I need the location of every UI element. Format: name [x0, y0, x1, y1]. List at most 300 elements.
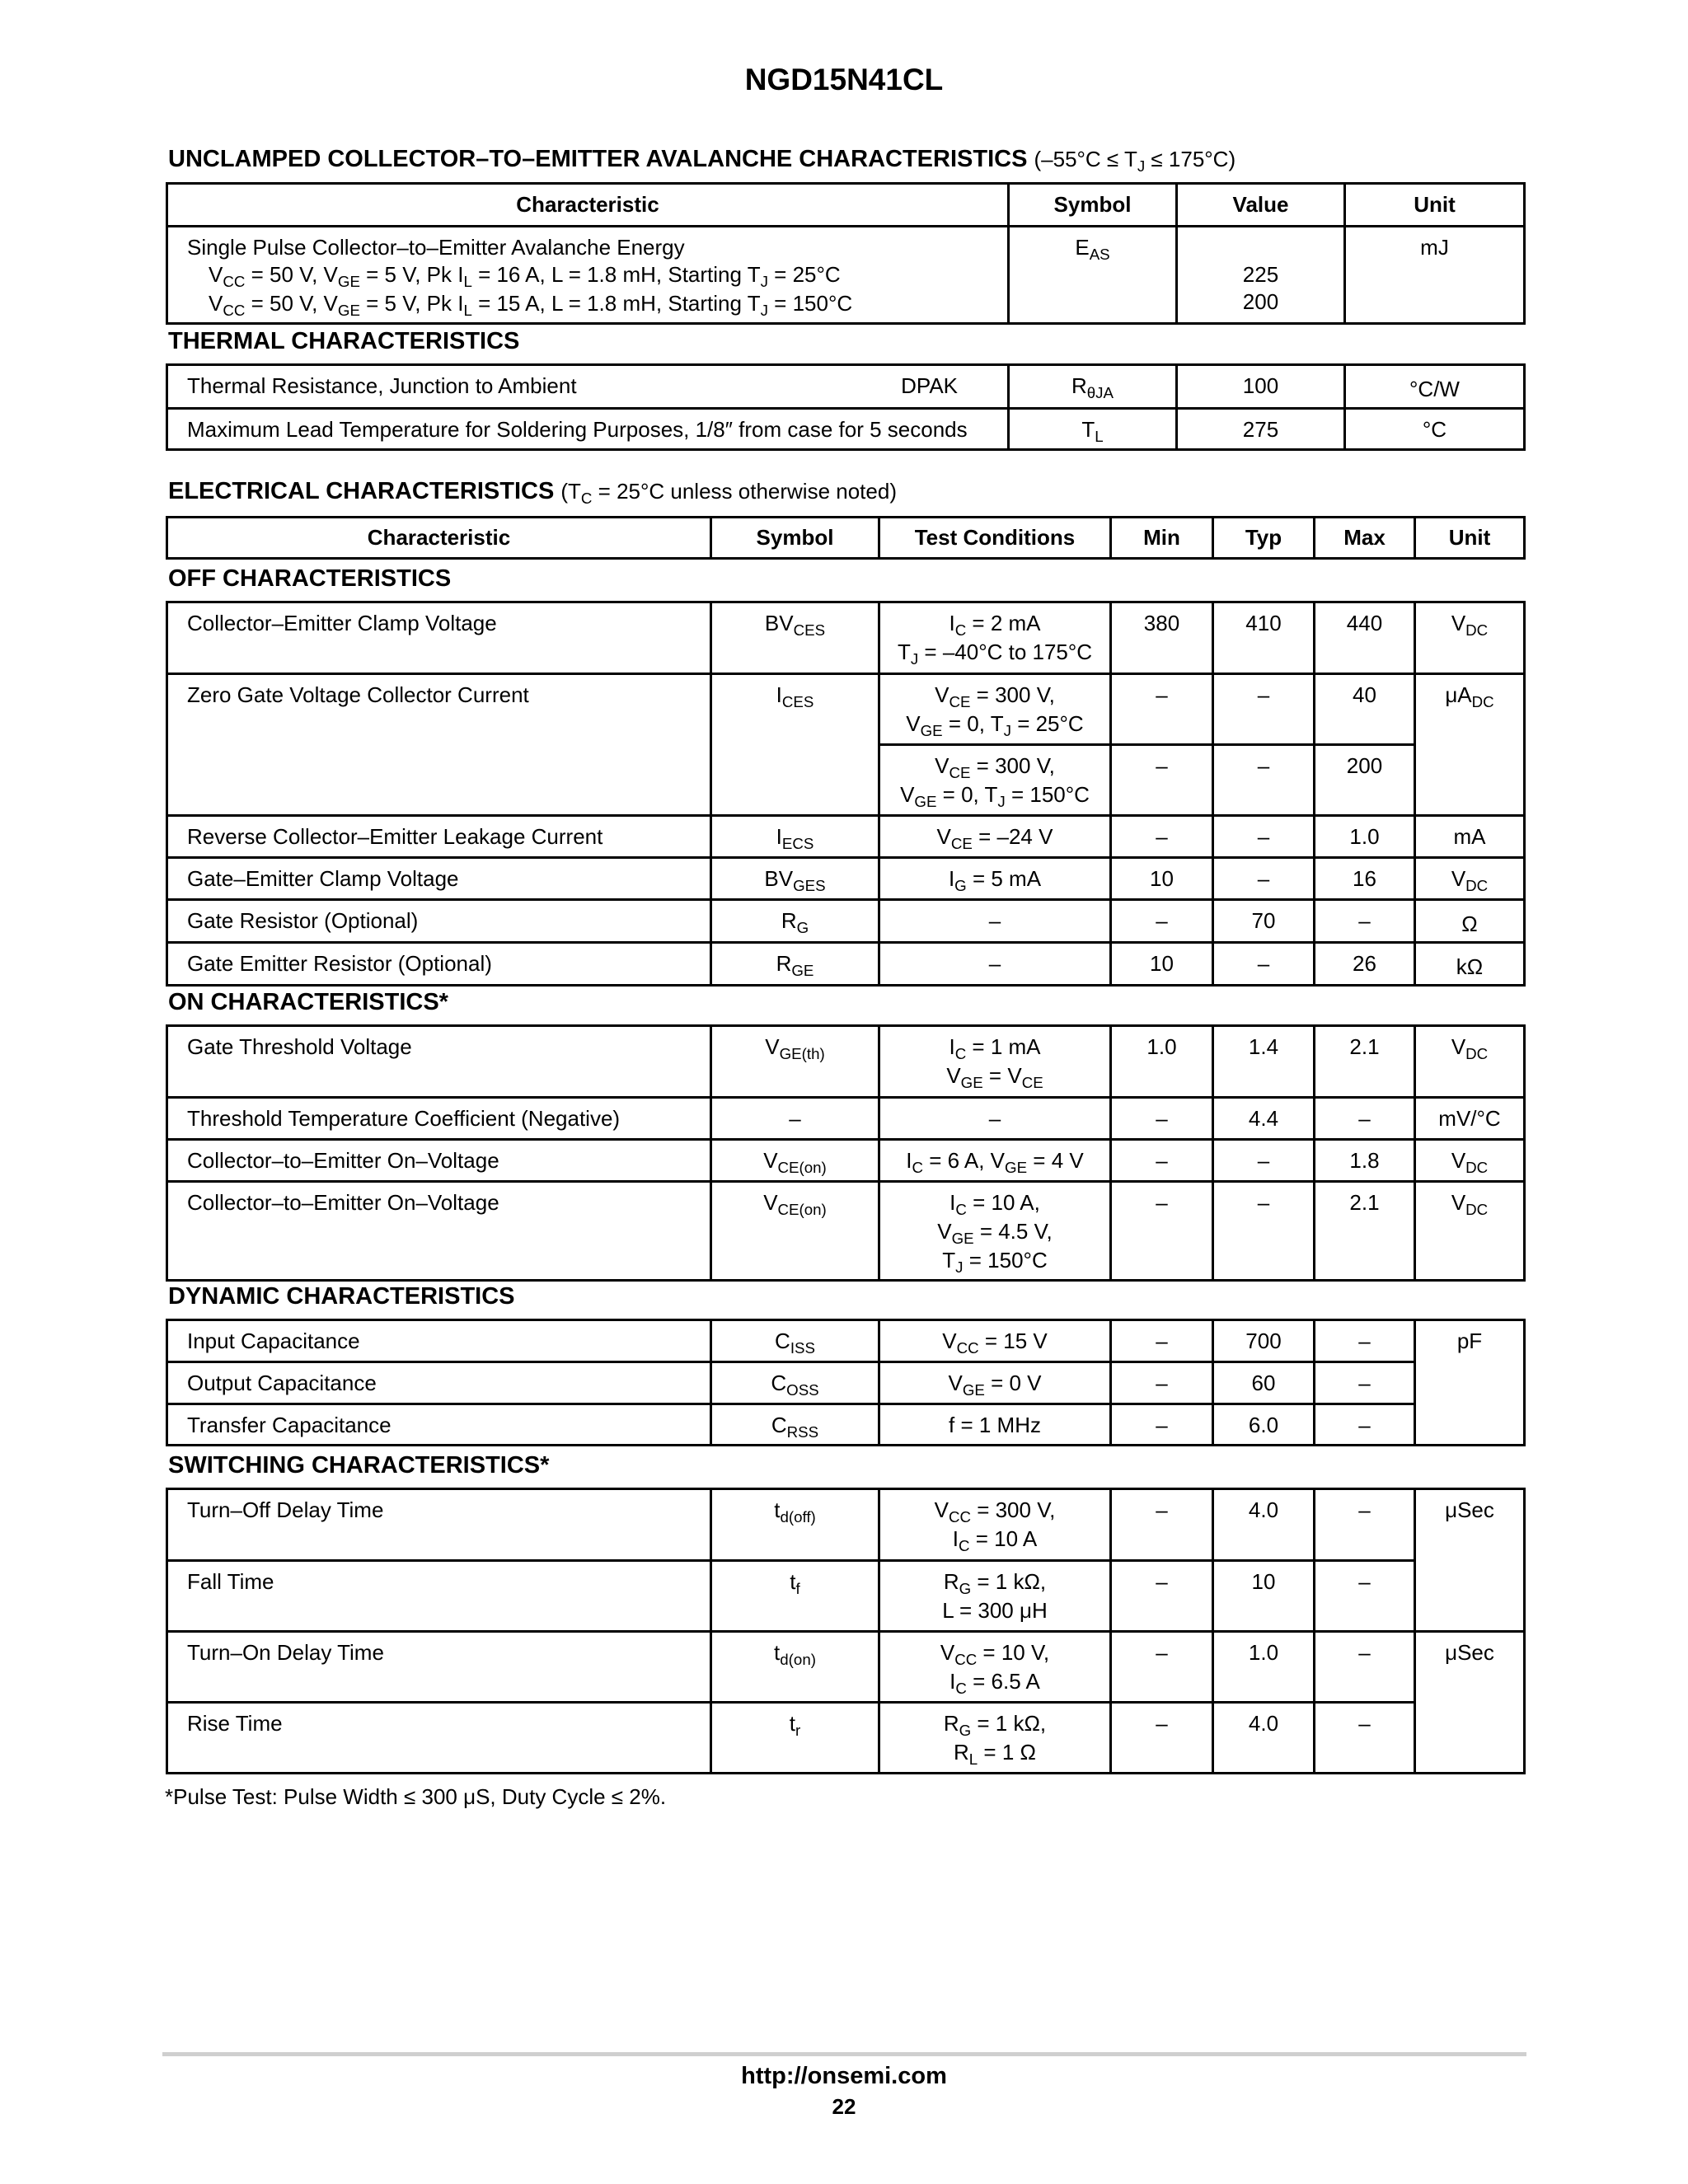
symbol-sub: r — [795, 1721, 801, 1739]
min-value: – — [1156, 753, 1168, 778]
table-row — [167, 1404, 1525, 1446]
avalanche-heading-note — [1034, 147, 1236, 175]
text: = 50 V, V — [245, 262, 338, 287]
s: G — [954, 876, 967, 894]
condition-line — [187, 290, 1007, 319]
max-value: – — [1358, 908, 1371, 933]
electrical-heading-text: ELECTRICAL CHARACTERISTICS — [168, 478, 555, 504]
min-value: – — [1156, 908, 1168, 933]
max-value: – — [1358, 1640, 1371, 1665]
switching-table — [166, 1488, 1526, 1774]
off-table — [166, 601, 1526, 987]
off-heading: OFF CHARACTERISTICS — [168, 565, 452, 592]
max-value: 40 — [1353, 682, 1376, 707]
table-row-characteristic — [167, 365, 1009, 409]
t: = 1 mA — [966, 1034, 1041, 1059]
t: = 300 V, — [970, 1497, 1056, 1522]
t: I — [952, 1526, 959, 1551]
min-value: – — [1156, 1640, 1168, 1665]
t: = –24 V — [972, 824, 1053, 849]
symbol: V — [763, 1190, 778, 1215]
max-value: – — [1358, 1329, 1371, 1353]
s: G — [959, 1579, 972, 1597]
t: R — [954, 1740, 969, 1765]
unit: mJ — [1420, 235, 1449, 260]
table-row — [167, 1489, 1525, 1561]
min-value: – — [1156, 1148, 1168, 1173]
sub: CC — [223, 301, 246, 319]
s: GE — [920, 721, 943, 739]
value-cell: 100 — [1177, 365, 1345, 409]
unit: V — [1451, 1034, 1466, 1059]
symbol-sub: ECS — [781, 834, 814, 852]
s: G — [959, 1721, 972, 1739]
symbol-sub: GE — [791, 961, 814, 979]
max-value: – — [1358, 1569, 1371, 1594]
typ-value: 4.0 — [1248, 1497, 1279, 1522]
cell-text: Collector–to–Emitter On–Voltage — [187, 1190, 499, 1215]
t: T — [942, 1248, 956, 1272]
note-text: ≤ 175°C) — [1145, 147, 1236, 171]
min-value: – — [1156, 1329, 1168, 1353]
dynamic-table — [166, 1319, 1526, 1446]
t: = 1 kΩ, — [971, 1569, 1047, 1594]
condition: – — [988, 1106, 1001, 1131]
table-row — [167, 674, 1525, 745]
page-number: 22 — [832, 2094, 856, 2119]
s: L — [968, 1750, 978, 1768]
symbol: V — [763, 1148, 778, 1173]
typ-value: 70 — [1251, 908, 1276, 933]
symbol: C — [775, 1329, 790, 1353]
symbol: t — [774, 1640, 781, 1665]
text: V — [209, 262, 223, 287]
note-text: (T — [560, 479, 581, 504]
t: R — [943, 1711, 959, 1736]
cell-text: Single Pulse Collector–to–Emitter Avalanche Energy — [187, 235, 685, 260]
text: = 5 V, Pk I — [359, 262, 464, 287]
s: CE — [950, 834, 973, 852]
t: = 6 A, V — [923, 1148, 1006, 1173]
t: = 2 mA — [966, 611, 1041, 635]
col-header-min: Min — [1111, 518, 1213, 559]
s: C — [955, 1200, 967, 1218]
t: V — [937, 1219, 952, 1244]
t: = 0, T — [942, 711, 1004, 736]
typ-value: 700 — [1245, 1329, 1282, 1353]
text: = 50 V, V — [245, 291, 338, 316]
text: V — [209, 291, 223, 316]
symbol: t — [789, 1711, 795, 1736]
unit-sub: DC — [1465, 1044, 1489, 1062]
symbol-sub: GES — [793, 876, 826, 894]
min-value: – — [1156, 1371, 1168, 1395]
symbol-sub: OSS — [786, 1380, 819, 1399]
t: V — [940, 1640, 955, 1665]
electrical-heading-note — [560, 479, 897, 507]
unit: kΩ — [1456, 954, 1484, 979]
symbol-sub: d(on) — [780, 1650, 816, 1668]
table-row — [167, 943, 1525, 986]
table-row — [167, 1140, 1525, 1182]
cell-text: Reverse Collector–Emitter Leakage Current — [187, 824, 603, 849]
s: C — [954, 1044, 967, 1062]
t: I — [950, 1190, 956, 1215]
symbol: t — [790, 1569, 796, 1594]
symbol-sub: AS — [1089, 245, 1110, 263]
on-heading: ON CHARACTERISTICS* — [168, 989, 448, 1015]
condition: – — [988, 908, 1001, 933]
symbol-sub: d(off) — [780, 1507, 816, 1526]
table-row — [167, 602, 1525, 674]
text: = 25°C — [767, 262, 841, 287]
symbol-sub: CES — [781, 692, 814, 710]
s: CC — [948, 1507, 971, 1526]
sub: GE — [337, 272, 360, 290]
max-value: 440 — [1346, 611, 1383, 635]
unit-sub: DC — [1471, 692, 1494, 710]
t: I — [949, 611, 955, 635]
min-value: – — [1156, 1413, 1168, 1437]
max-value: 2.1 — [1349, 1190, 1380, 1215]
min-value: 10 — [1150, 866, 1174, 891]
value: 200 — [1242, 289, 1279, 314]
avalanche-table — [166, 182, 1526, 325]
cell-text: Output Capacitance — [187, 1371, 377, 1395]
symbol: I — [776, 682, 782, 707]
max-value: 1.0 — [1349, 824, 1380, 849]
sub: J — [760, 301, 768, 319]
cell-text: Turn–Off Delay Time — [187, 1497, 384, 1522]
min-value: 380 — [1143, 611, 1180, 635]
s: C — [959, 1536, 970, 1554]
col-header-characteristic: Characteristic — [167, 518, 711, 559]
min-value: – — [1156, 1569, 1168, 1594]
s: CE — [1021, 1073, 1043, 1091]
typ-value: 1.4 — [1248, 1034, 1279, 1059]
note-text: = 25°C unless otherwise noted) — [592, 479, 897, 504]
min-value: – — [1156, 1190, 1168, 1215]
col-header-characteristic: Characteristic — [167, 184, 1009, 227]
table-row — [167, 1098, 1525, 1140]
cell-text: Turn–On Delay Time — [187, 1640, 384, 1665]
symbol-sub: L — [1095, 427, 1104, 445]
unit-sub: DC — [1465, 876, 1489, 894]
unit: Ω — [1461, 912, 1478, 936]
table-row — [167, 1703, 1525, 1774]
unit: mV/°C — [1438, 1106, 1501, 1131]
symbol-sub: G — [796, 918, 809, 936]
t: I — [948, 866, 955, 891]
min-value: 10 — [1150, 951, 1174, 976]
value-cell: 275 — [1177, 409, 1345, 450]
t: = 6.5 A — [966, 1669, 1040, 1694]
thermal-heading: THERMAL CHARACTERISTICS — [168, 328, 520, 354]
s: GE — [951, 1229, 974, 1247]
footer-divider — [162, 2052, 1526, 2056]
t: = 4 V — [1027, 1148, 1084, 1173]
symbol: I — [776, 824, 782, 849]
t: = 1 kΩ, — [971, 1711, 1047, 1736]
table-row-characteristic — [167, 227, 1009, 324]
table-row — [167, 1182, 1525, 1281]
s: J — [910, 649, 919, 668]
s: J — [1003, 721, 1011, 739]
t: = 10 A — [969, 1526, 1038, 1551]
max-value: 26 — [1353, 951, 1376, 976]
cell-text: Collector–to–Emitter On–Voltage — [187, 1148, 499, 1173]
sub: CC — [223, 272, 246, 290]
t: T — [897, 640, 911, 664]
symbol-cell — [1009, 227, 1177, 324]
unit-sub: DC — [1465, 1158, 1489, 1176]
s: GE — [1005, 1158, 1028, 1176]
typ-value: 4.0 — [1248, 1711, 1279, 1736]
unit-sub: DC — [1465, 621, 1489, 639]
s: C — [954, 621, 967, 639]
cell-text: Thermal Resistance, Junction to Ambient — [187, 373, 577, 398]
unit: V — [1451, 1148, 1466, 1173]
symbol-sub: θJA — [1086, 383, 1114, 401]
min-value: – — [1156, 1711, 1168, 1736]
max-value: 1.8 — [1349, 1148, 1380, 1173]
max-value: – — [1358, 1413, 1371, 1437]
symbol: BV — [764, 611, 794, 635]
table-row — [167, 1632, 1525, 1703]
s: J — [997, 792, 1006, 810]
t: V — [935, 753, 950, 778]
s: J — [955, 1258, 964, 1276]
footer-link[interactable]: http://onsemi.com — [741, 2063, 947, 2089]
cell-text: Transfer Capacitance — [187, 1413, 392, 1437]
symbol-sub: CE(on) — [777, 1200, 827, 1218]
unit-sub: DC — [1465, 1200, 1489, 1218]
t: = 0, T — [936, 782, 998, 807]
cell-text: Threshold Temperature Coefficient (Negative) — [187, 1106, 621, 1131]
unit: mA — [1453, 824, 1486, 849]
sub: J — [760, 272, 768, 290]
cell-text: Gate–Emitter Clamp Voltage — [187, 866, 459, 891]
unit: V — [1451, 866, 1466, 891]
t: = 300 V, — [970, 753, 1055, 778]
electrical-heading — [168, 478, 897, 505]
symbol-sub: f — [795, 1579, 800, 1597]
s: GE — [962, 1380, 985, 1399]
col-header-unit: Unit — [1345, 184, 1525, 227]
symbol: t — [774, 1497, 781, 1522]
unit-cell: °C — [1345, 409, 1525, 450]
value-cell — [1177, 227, 1345, 324]
value: 225 — [1242, 262, 1279, 287]
s: C — [955, 1679, 967, 1697]
table-row — [167, 858, 1525, 900]
t: = 25°C — [1010, 711, 1084, 736]
text: = 150°C — [767, 291, 853, 316]
max-value: – — [1358, 1497, 1371, 1522]
note-sub: J — [1137, 157, 1146, 175]
s: CE — [949, 763, 971, 781]
col-header-unit: Unit — [1415, 518, 1525, 559]
text: = 16 A, L = 1.8 mH, Starting T — [471, 262, 761, 287]
cell-text: Input Capacitance — [187, 1329, 360, 1353]
typ-value: 1.0 — [1248, 1640, 1279, 1665]
table-row — [167, 1561, 1525, 1632]
text: = 15 A, L = 1.8 mH, Starting T — [471, 291, 761, 316]
t: = 15 V — [978, 1329, 1048, 1353]
min-value: – — [1156, 1497, 1168, 1522]
package-label: DPAK — [901, 373, 958, 398]
t: V — [900, 782, 915, 807]
typ-value: – — [1257, 1190, 1270, 1215]
unit: V — [1451, 611, 1466, 635]
typ-value: – — [1257, 824, 1270, 849]
t: = 4.5 V, — [973, 1219, 1053, 1244]
max-value: – — [1358, 1371, 1371, 1395]
t: = 0 V — [984, 1371, 1042, 1395]
t: = 300 V, — [970, 682, 1055, 707]
symbol: C — [771, 1371, 787, 1395]
footnote: *Pulse Test: Pulse Width ≤ 300 μS, Duty Cycle ≤ 2%. — [165, 1784, 667, 1809]
note-text: (–55°C ≤ T — [1034, 147, 1137, 171]
typ-value: 6.0 — [1248, 1413, 1279, 1437]
cell-text: Rise Time — [187, 1711, 283, 1736]
s: CE — [949, 692, 971, 710]
symbol-sub: CES — [793, 621, 826, 639]
col-header-value: Value — [1177, 184, 1345, 227]
max-value: 16 — [1353, 866, 1376, 891]
typ-value: – — [1257, 753, 1270, 778]
cell-text: Gate Threshold Voltage — [187, 1034, 412, 1059]
on-table — [166, 1024, 1526, 1282]
table-row — [167, 1362, 1525, 1404]
avalanche-heading — [168, 146, 1236, 173]
symbol: BV — [764, 866, 794, 891]
t: V — [946, 1063, 961, 1088]
text: = 5 V, Pk I — [359, 291, 464, 316]
symbol: C — [771, 1413, 787, 1437]
electrical-header-table — [166, 516, 1526, 560]
table-row — [167, 1320, 1525, 1362]
table-row — [167, 1026, 1525, 1098]
min-value: 1.0 — [1146, 1034, 1177, 1059]
max-value: – — [1358, 1106, 1371, 1131]
symbol: – — [789, 1106, 801, 1131]
s: C — [912, 1158, 924, 1176]
t: I — [949, 1034, 955, 1059]
t: = 150°C — [1005, 782, 1090, 807]
symbol: E — [1075, 235, 1090, 260]
symbol: T — [1081, 417, 1095, 442]
min-value: – — [1156, 682, 1168, 707]
t: V — [942, 1329, 957, 1353]
max-value: 200 — [1346, 753, 1383, 778]
cell-text: Fall Time — [187, 1569, 274, 1594]
t: V — [934, 1497, 949, 1522]
table-row — [167, 816, 1525, 858]
note-sub: C — [580, 489, 593, 507]
symbol-cell — [1009, 365, 1177, 409]
max-value: – — [1358, 1711, 1371, 1736]
min-value: – — [1156, 1106, 1168, 1131]
typ-value: 60 — [1251, 1371, 1276, 1395]
typ-value: – — [1257, 866, 1270, 891]
t: R — [943, 1569, 959, 1594]
col-header-symbol: Symbol — [1009, 184, 1177, 227]
condition-line — [187, 261, 1007, 290]
typ-value: 10 — [1251, 1569, 1276, 1594]
table-row-characteristic: Maximum Lead Temperature for Soldering Purposes, 1/8″ from case for 5 seconds — [167, 409, 1009, 450]
unit: μA — [1445, 682, 1472, 707]
unit: V — [1451, 1190, 1466, 1215]
sub: GE — [337, 301, 360, 319]
min-value: – — [1156, 824, 1168, 849]
t: I — [906, 1148, 912, 1173]
cell-text: Collector–Emitter Clamp Voltage — [187, 611, 497, 635]
t: V — [948, 1371, 963, 1395]
typ-value: – — [1257, 1148, 1270, 1173]
t: V — [935, 682, 950, 707]
max-value: 2.1 — [1349, 1034, 1380, 1059]
table-row — [167, 900, 1525, 943]
typ-value: – — [1257, 951, 1270, 976]
cell-text: Zero Gate Voltage Collector Current — [187, 682, 529, 707]
symbol-sub: GE(th) — [779, 1044, 825, 1062]
unit-cell — [1345, 227, 1525, 324]
dynamic-heading: DYNAMIC CHARACTERISTICS — [168, 1283, 515, 1310]
col-header-typ: Typ — [1213, 518, 1315, 559]
cell-text: Gate Emitter Resistor (Optional) — [187, 951, 492, 976]
t: = 5 mA — [966, 866, 1042, 891]
s: GE — [960, 1073, 983, 1091]
t: V — [936, 824, 951, 849]
symbol: R — [1071, 373, 1087, 398]
col-header-test-conditions: Test Conditions — [879, 518, 1111, 559]
t: I — [950, 1669, 956, 1694]
symbol-sub: ISS — [790, 1338, 815, 1357]
symbol-sub: RSS — [786, 1422, 819, 1441]
typ-value: 410 — [1245, 611, 1282, 635]
symbol: V — [765, 1034, 780, 1059]
sub: L — [463, 272, 472, 290]
t: V — [906, 711, 921, 736]
typ-value: – — [1257, 682, 1270, 707]
col-header-symbol: Symbol — [711, 518, 879, 559]
condition: – — [988, 951, 1001, 976]
s: CC — [956, 1338, 979, 1357]
t: = 10 V, — [977, 1640, 1050, 1665]
t: = –40°C to 175°C — [918, 640, 1093, 664]
col-header-max: Max — [1315, 518, 1415, 559]
cell-text: Gate Resistor (Optional) — [187, 908, 419, 933]
s: GE — [914, 792, 937, 810]
unit: pF — [1456, 1329, 1483, 1353]
unit: μSec — [1445, 1497, 1494, 1522]
avalanche-heading-text: UNCLAMPED COLLECTOR–TO–EMITTER AVALANCHE CHARACTERISTICS — [168, 146, 1028, 172]
unit: μSec — [1445, 1640, 1494, 1665]
t: = V — [982, 1063, 1022, 1088]
symbol: R — [776, 951, 792, 976]
t: = 150°C — [963, 1248, 1048, 1272]
t: = 10 A, — [966, 1190, 1040, 1215]
condition: L = 300 μH — [942, 1598, 1048, 1623]
page-title: NGD15N41CL — [744, 63, 944, 96]
t: = 1 Ω — [978, 1740, 1036, 1765]
thermal-table — [166, 363, 1526, 451]
symbol: R — [781, 908, 797, 933]
switching-heading: SWITCHING CHARACTERISTICS* — [168, 1452, 550, 1479]
typ-value: 4.4 — [1248, 1106, 1279, 1131]
unit-cell: °C/W — [1345, 365, 1525, 409]
